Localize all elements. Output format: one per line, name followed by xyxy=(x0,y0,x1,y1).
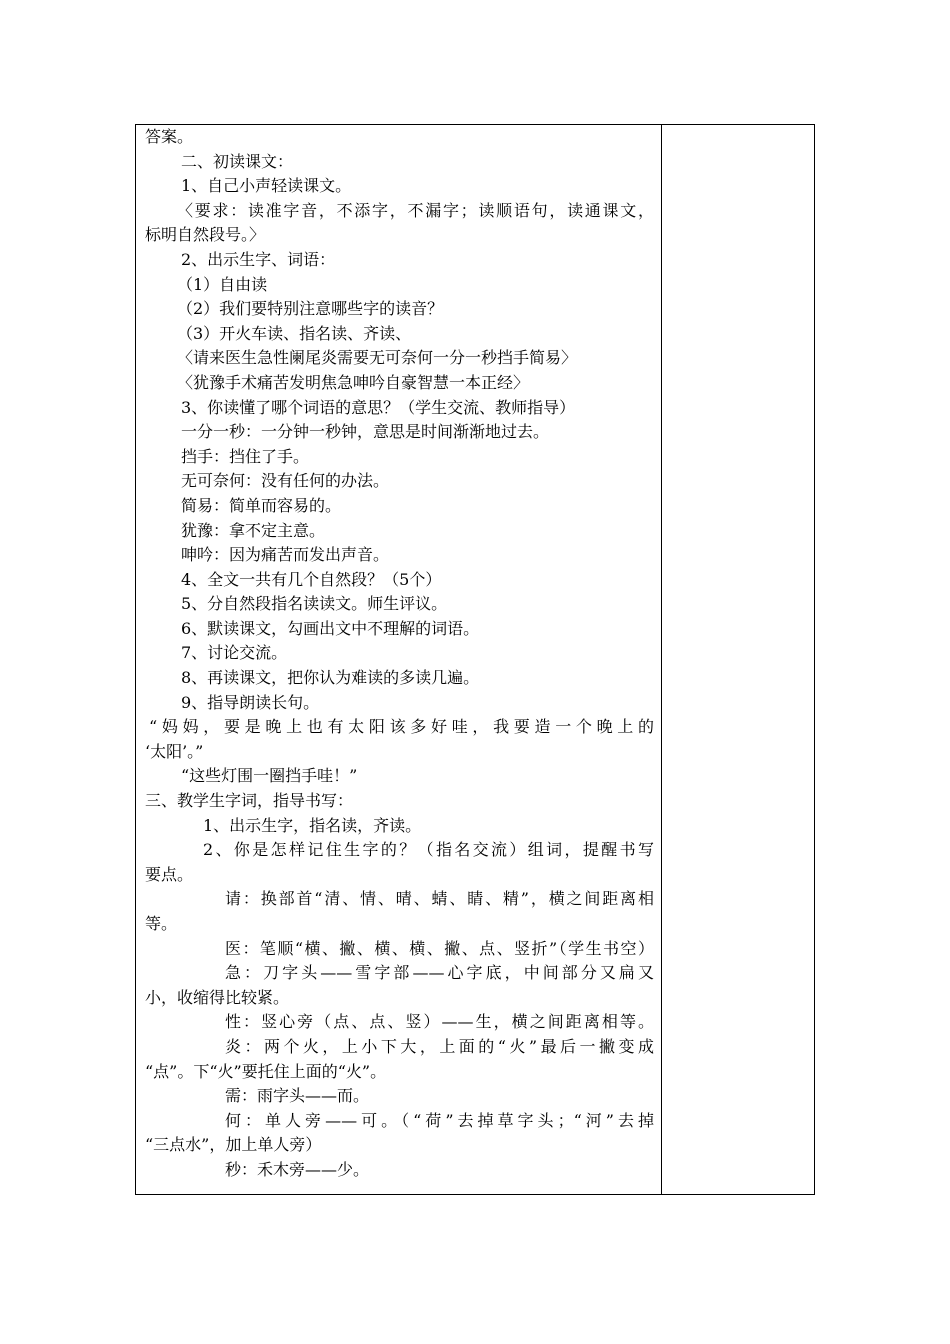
lesson-content-cell xyxy=(136,125,662,1194)
content-line: 无可奈何：没有任何的办法。 xyxy=(181,471,390,491)
lesson-plan-table xyxy=(135,124,815,1195)
content-line: 二、初读课文： xyxy=(181,151,294,171)
content-line: （2）我们要特别注意哪些字的读音？ xyxy=(177,299,444,319)
content-line: 需：雨字头——而。 xyxy=(225,1086,370,1106)
content-line: （1）自由读 xyxy=(177,274,268,294)
content-line: 三、教学生字词，指导书写： xyxy=(145,791,354,811)
content-line: 6、默读课文，勾画出文中不理解的词语。 xyxy=(181,618,480,638)
content-line: 挡手：挡住了手。 xyxy=(181,446,310,466)
content-line: 标明自然段号。〉 xyxy=(145,225,266,245)
content-line: 要点。 xyxy=(145,864,194,884)
content-line: 5、分自然段指名读读文。师生评议。 xyxy=(181,594,448,614)
content-line: 8、再读课文，把你认为难读的多读几遍。 xyxy=(181,668,480,688)
content-line: 秒：禾木旁——少。 xyxy=(225,1159,370,1179)
content-line: 3、你读懂了哪个词语的意思？（学生交流、教师指导） xyxy=(181,397,576,417)
content-line: 〈犹豫手术痛苦发明焦急呻吟自豪智慧一本正经〉 xyxy=(177,372,530,392)
content-line: ‘太阳’。” xyxy=(145,741,204,761)
content-line: 1、出示生字，指名读，齐读。 xyxy=(203,815,422,835)
content-line: “三点水”，加上单人旁） xyxy=(145,1135,322,1155)
content-line: “这些灯围一圈挡手哇！” xyxy=(181,766,358,786)
notes-cell xyxy=(662,125,814,1194)
content-line: 呻吟：因为痛苦而发出声音。 xyxy=(181,545,390,565)
content-line: 性：竖心旁（点、点、竖）——生，横之间距离相等。 xyxy=(225,1012,654,1032)
content-line: 急：刀字头——雪字部——心字底，中间部分又扁又 xyxy=(225,963,654,983)
content-line: 请：换部首“清、情、晴、蜻、睛、精”，横之间距离相 xyxy=(225,889,654,909)
content-line: 炎：两个火，上小下大，上面的“火”最后一撇变成 xyxy=(225,1036,654,1056)
content-line: 9、指导朗读长句。 xyxy=(181,692,320,712)
content-line: 7、讨论交流。 xyxy=(181,643,288,663)
content-line: 医：笔顺“横、撇、横、横、撇、点、竖折”（学生书空） xyxy=(225,938,654,958)
content-line: 何：单人旁——可。（“荷”去掉草字头；“河”去掉 xyxy=(225,1110,654,1130)
content-line: 2、你是怎样记住生字的？（指名交流）组词，提醒书写 xyxy=(203,840,654,860)
content-line: 4、全文一共有几个自然段？（5个） xyxy=(181,569,442,589)
content-line: “妈妈，要是晚上也有太阳该多好哇，我要造一个晚上的 xyxy=(149,717,654,737)
content-line: 1、自己小声轻读课文。 xyxy=(181,176,352,196)
content-line: “点”。下“火”要托住上面的“火”。 xyxy=(145,1061,387,1081)
content-line: 小，收缩得比较紧。 xyxy=(145,987,290,1007)
content-line: 答案。 xyxy=(145,127,194,146)
content-line: 犹豫：拿不定主意。 xyxy=(181,520,326,540)
content-line: （3）开火车读、指名读、齐读、 xyxy=(177,323,412,343)
content-line: 〈要求：读准字音，不添字，不漏字；读顺语句，读通课文， xyxy=(177,200,654,220)
content-line: 2、出示生字、词语： xyxy=(181,249,336,269)
content-line: 简易：简单而容易的。 xyxy=(181,495,342,515)
content-line: 等。 xyxy=(145,914,178,933)
content-line: 〈请来医生急性阑尾炎需要无可奈何一分一秒挡手简易〉 xyxy=(177,348,578,368)
content-line: 一分一秒：一分钟一秒钟，意思是时间渐渐地过去。 xyxy=(181,422,550,442)
